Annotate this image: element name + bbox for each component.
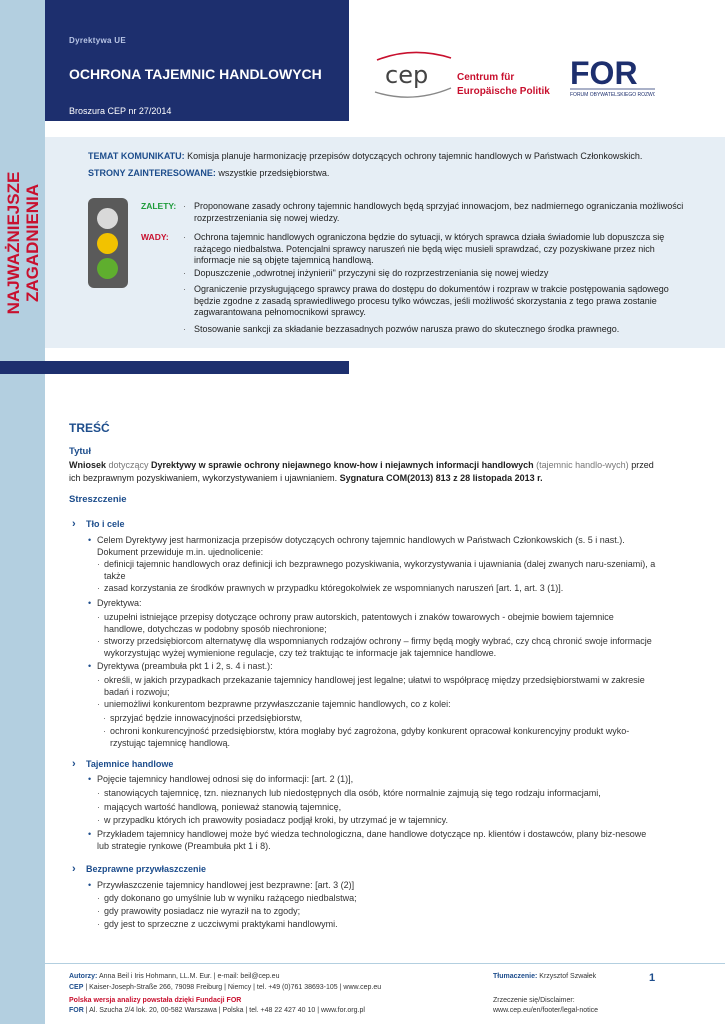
cep-logo — [373, 48, 463, 100]
list-item: · ochroni konkurencyjność przedsiębiorstw, która mogłaby być zagrożona, gdyby konkurent opracował konkurencyjny produkt wyko-rzystując tajemnicę handlową. — [110, 726, 657, 749]
translation-text: Krzysztof Szwałek — [537, 973, 597, 980]
for-logo-subtitle: FORUM OBYWATELSKIEGO ROZWOJU — [570, 92, 655, 98]
traffic-light-icon — [88, 198, 128, 288]
list-item: • Celem Dyrektywy jest harmonizacja przepisów dotyczących ochrony tajemnic handlowych w Państwach Członkowskich (s. 5 i nast.). Dokument przewiduje m.in. ujednolicenie: — [97, 535, 657, 558]
list-item: · określi, w jakich przypadkach przekazanie tajemnicy handlowej jest legalne; ułatwi to współpracę między przedsiębiorstwami w zakresie badań i rozwoju; — [104, 675, 657, 698]
pros-label: ZALETY: — [141, 201, 177, 211]
footer-disclaimer-link[interactable]: www.cep.eu/en/footer/legal-notice — [493, 1007, 599, 1014]
footer-disclaimer-label: Zrzeczenie się/Disclaimer: — [493, 997, 575, 1004]
parties-label: STRONY ZAINTERESOWANE: — [88, 168, 216, 178]
header-band-top — [45, 0, 349, 29]
summary-heading: Streszczenie — [69, 494, 127, 505]
list-item: · stanowiących tajemnicę, tzn. nieznanych lub niedostępnych dla osób, które normalnie zajmują się tego rodzaju informacjami, — [104, 788, 657, 800]
footer-polish-version: Polska wersja analizy powstała dzięki Fundacji FOR — [69, 997, 242, 1004]
list-item: · definicji tajemnic handlowych oraz definicji ich bezprawnego pozyskiwania, wykorzystywania i ujawniania (dalej zwanych naru-szeniami), a także — [104, 559, 657, 582]
for-logo — [570, 56, 655, 98]
list-item: · uzupełni istniejące przepisy dotyczące ochrony praw autorskich, patentowych i znaków towarowych - obejmie bowiem tajemnice handlowe, dotychczas w podobny sposób niechronione; — [104, 612, 657, 635]
cons-item: · Stosowanie sankcji za składanie bezzasadnych pozwów narusza prawo do skutecznego środka prawnego. — [194, 324, 694, 336]
parties-line — [88, 168, 708, 178]
title-heading: Tytuł — [69, 446, 91, 457]
title-part: Sygnatura COM(2013) 813 z 28 listopada 2013 r. — [339, 473, 543, 483]
header-tag: Dyrektywa UE — [69, 36, 126, 45]
parties-text: wszystkie przedsiębiorstwa. — [215, 168, 330, 178]
list-item: · uniemożliwi konkurentom bezprawne przywłaszczanie tajemnic handlowych, co z kolei: — [104, 699, 657, 711]
section-heading: › Bezprawne przywłaszczenie — [86, 864, 206, 874]
list-item: • Przywłaszczenie tajemnicy handlowej jest bezprawne: [art. 3 (2)] — [97, 880, 657, 892]
pros-item: · Proponowane zasady ochrony tajemnic handlowych będą sprzyjać innowacjom, bez nadmiernego ograniczania możliwości rozprzestrzeniania się nowej wiedzy. — [194, 201, 694, 224]
cons-item: · Ograniczenie przysługującego sprawcy prawa do dostępu do dokumentów i rozpraw w trakcie postępowania sądowego będzie zgodne z zasadą sprawiedliwego procesu tylko wówczas, jeśli możliwość skorzystania z tego prawa zostanie zagwarantowana pełnomocnikowi sprawcy. — [194, 284, 694, 319]
cep-address: | Kaiser-Joseph-Straße 266, 79098 Freiburg | Niemcy | tel. +49 (0)761 38693-105 | www.cep.eu — [83, 984, 382, 991]
page-number: 1 — [649, 972, 656, 984]
list-item: · gdy dokonano go umyślnie lub w wyniku rażącego niedbalstwa; — [104, 893, 657, 905]
list-item: • Dyrektywa (preambuła pkt 1 i 2, s. 4 i nast.): — [97, 661, 657, 673]
topic-label: TEMAT KOMUNIKATU: — [88, 151, 185, 161]
for-logo-text: FOR — [570, 56, 638, 91]
topic-line — [88, 151, 708, 161]
content-heading: TREŚĆ — [69, 421, 110, 435]
document-title: OCHRONA TAJEMNIC HANDLOWYCH — [69, 66, 322, 82]
list-item: · gdy jest to sprzeczne z uczciwymi praktykami handlowymi. — [104, 919, 657, 931]
document-subtitle: Broszura CEP nr 27/2014 — [69, 106, 172, 116]
footer-cep-address — [69, 983, 489, 993]
footer-divider — [45, 963, 725, 964]
footer-for-address — [69, 1006, 489, 1016]
cons-item: · Dopuszczenie „odwrotnej inżynierii" przyczyni się do rozprzestrzeniania się nowej wiedzy — [194, 268, 694, 280]
list-item: · sprzyjać będzie innowacyjności przedsiębiorstw, — [110, 713, 657, 725]
section-separator-bar — [0, 361, 349, 374]
cep-label: CEP — [69, 984, 84, 991]
list-item: · zasad korzystania ze środków prawnych w przypadku któregokolwiek ze wspomnianych naruszeń [art. 1, art. 3 (1)]. — [104, 583, 657, 595]
traffic-light-grey — [97, 208, 118, 229]
translation-label: Tłumaczenie: — [493, 973, 538, 980]
topic-text: Komisja planuje harmonizację przepisów dotyczących ochrony tajemnic handlowych w Państwach Członkowskich. — [184, 151, 643, 161]
list-item: · mających wartość handlową, ponieważ stanowią tajemnicę, — [104, 802, 657, 814]
cons-label: WADY: — [141, 232, 169, 242]
for-address: | Al. Szucha 2/4 lok. 20, 00-582 Warszawa | Polska | tel. +48 22 427 40 10 | www.for.org.pl — [83, 1007, 365, 1014]
list-item: • Dyrektywa: — [97, 598, 657, 610]
cep-logo-text: cep — [385, 61, 429, 89]
cep-organization-name: Centrum für Europäische Politik — [457, 72, 550, 97]
list-item: • Przykładem tajemnicy handlowej może być wiedza technologiczna, dane handlowe dotyczące np. klientów i dostawców, plany biz-nesowe lub strategie rynkowe (Preambuła pkt 1 i 8). — [97, 829, 657, 852]
cons-item: · Ochrona tajemnic handlowych ograniczona będzie do sytuacji, w których sprawca działa świadomie lub dopuszcza się rażącego niedbalstwa. Potencjalni sprawcy naruszeń nie będą więc musieli sprawdzać, czy pozyskiwane przez nich informacje nie są objęte tajemnicą handlową. — [194, 232, 694, 267]
list-item: · gdy prawowity posiadacz nie wyraził na to zgody; — [104, 906, 657, 918]
footer-authors — [69, 972, 489, 982]
list-item: · w przypadku których ich prawowity posiadacz podjął kroki, by utrzymać je w tajemnicy. — [104, 815, 657, 827]
title-part: przed ich bezprawnym pozyskiwaniem, wykorzystywaniem i ujawnianiem. — [69, 460, 654, 483]
for-label: FOR — [69, 1007, 84, 1014]
footer-translation — [493, 972, 643, 982]
traffic-light-green — [97, 258, 118, 279]
authors-label: Autorzy: — [69, 973, 98, 980]
key-issues-heading: NAJWAŻNIEJSZE ZAGADNIENIA — [4, 171, 42, 315]
title-part: Wniosek — [69, 460, 107, 470]
traffic-light-yellow — [97, 233, 118, 254]
list-item: • Pojęcie tajemnicy handlowej odnosi się do informacji: [art. 2 (1)], — [97, 774, 657, 786]
authors-text: Anna Beil i Iris Hohmann, LL.M. Eur. | e-mail: beil@cep.eu — [97, 973, 280, 980]
title-part: (tajemnic handlo-wych) — [533, 460, 629, 470]
title-part: Dyrektywy w sprawie ochrony niejawnego know-how i niejawnych informacji handlowych — [151, 460, 534, 470]
title-part: dotyczący — [106, 460, 152, 470]
title-paragraph — [69, 459, 657, 485]
list-item: · stworzy przedsiębiorcom alternatywę dla wspomnianych rodzajów ochrony – firmy będą mogły wybrać, czy chcą chronić swoje informacje wykorzystując wyżej wymienione regulacje, czy też traktując te informacje jak tajemnice handlowe. — [104, 636, 657, 659]
section-heading: › Tło i cele — [86, 519, 125, 529]
section-heading: › Tajemnice handlowe — [86, 759, 173, 769]
